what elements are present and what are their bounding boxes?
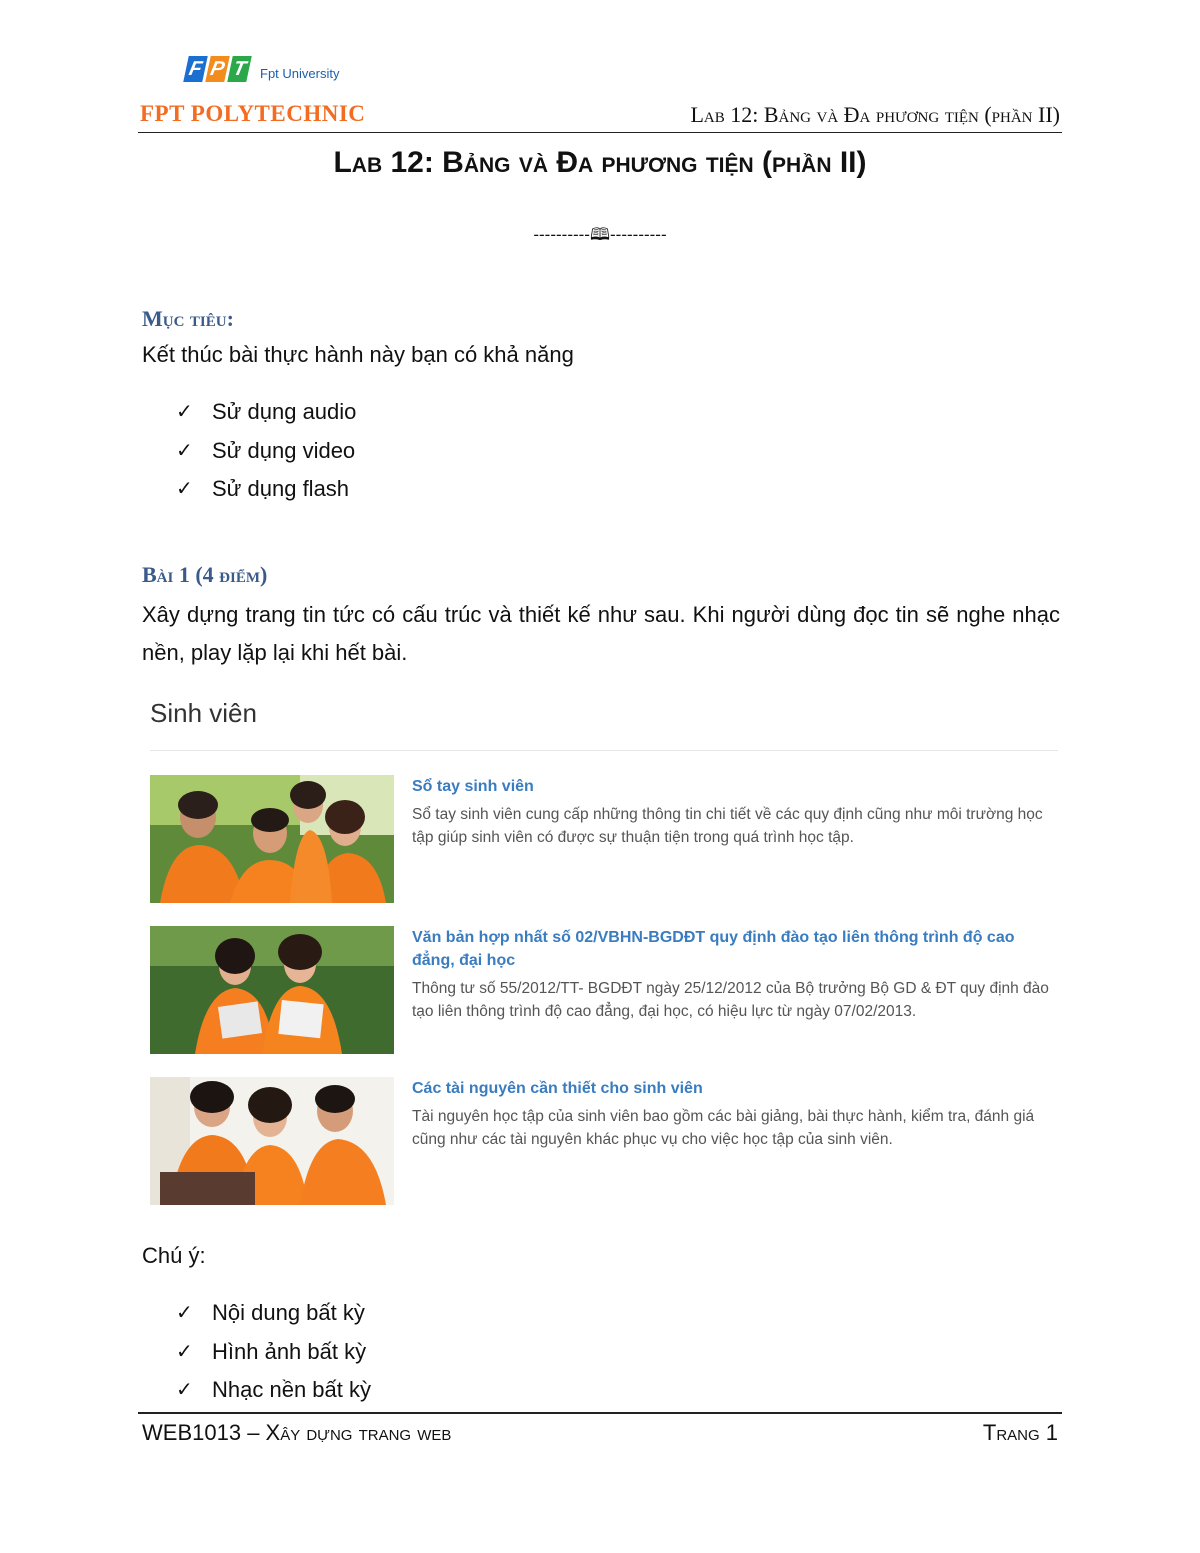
objectives-intro: Kết thúc bài thực hành này bạn có khả năng — [142, 342, 574, 367]
news-title-link[interactable]: Sổ tay sinh viên — [412, 778, 534, 795]
notes-heading: Chú ý: — [142, 1243, 206, 1268]
news-title-link[interactable]: Văn bản hợp nhất số 02/VBHN-BGDĐT quy định đào tạo liên thông trình độ cao đẳng, đại học — [412, 929, 1015, 969]
news-divider — [150, 750, 1058, 751]
checkmark-icon: ✓ — [176, 437, 193, 462]
checkmark-icon: ✓ — [176, 476, 193, 500]
objectives-heading: Mục tiêu: — [142, 306, 234, 331]
list-item: ✓ Sử dụng video — [176, 437, 356, 463]
checkmark-icon: ✓ — [176, 1300, 193, 1324]
news-description: Sổ tay sinh viên cung cấp những thông tin chi tiết về các quy định cũng như môi trường học tập giúp sinh viên có được sự thuận tiện trong quá trình học tập. — [412, 806, 1043, 846]
brand-name: FPT POLYTECHNIC — [140, 101, 366, 126]
news-item — [150, 926, 1058, 1054]
news-section-heading: Sinh viên — [150, 698, 257, 728]
title-separator: ----------🕮---------- — [533, 225, 667, 244]
news-description: Tài nguyên học tập của sinh viên bao gồm các bài giảng, bài thực hành, kiểm tra, đánh giá cũng như các tài nguyên khác phục vụ cho việc học tập của sinh viên. — [412, 1108, 1035, 1148]
fpt-logo-letters — [186, 56, 249, 82]
page-number: Trang 1 — [982, 1420, 1058, 1445]
exercise1-description: Xây dựng trang tin tức có cấu trúc và thiết kế như sau. Khi người dùng đọc tin sẽ nghe nhạc nền, play lặp lại khi hết bài. — [142, 602, 1060, 665]
list-item: ✓ Hình ảnh bất kỳ — [176, 1338, 367, 1364]
running-header-title: Lab 12: Bảng và Đa phương tiện (phần II) — [690, 102, 1060, 127]
footer-course — [142, 1420, 451, 1446]
news-item — [150, 1077, 1058, 1205]
exercise1-heading: Bài 1 (4 điểm) — [142, 562, 268, 587]
footer-divider — [138, 1412, 1062, 1414]
news-item — [150, 775, 1058, 903]
news-description: Thông tư số 55/2012/TT- BGDĐT ngày 25/12/2012 của Bộ trưởng Bộ GD & ĐT quy định đào tạo liên thông trình độ cao đẳng, đại học, có hiệu lực từ ngày 07/02/2013. — [412, 980, 1049, 1020]
header-divider — [138, 132, 1062, 133]
course-code: WEB1013 — [142, 1420, 242, 1445]
list-item: ✓ Sử dụng flash — [176, 476, 350, 501]
logo-letter-t: T — [227, 56, 252, 82]
fpt-university-logo — [186, 56, 356, 94]
logo-subtext: Fpt University — [260, 66, 340, 81]
course-name: – Xây dựng trang web — [247, 1420, 452, 1445]
page-title: Lab 12: Bảng và Đa phương tiện (phần II) — [333, 146, 867, 179]
news-text — [412, 1077, 1052, 1151]
news-text — [412, 775, 1052, 849]
logo-letter-p: P — [205, 56, 230, 82]
logo-letter-f: F — [183, 56, 208, 82]
news-thumbnail-students — [150, 775, 394, 903]
checkmark-icon: ✓ — [176, 1377, 193, 1401]
checkmark-icon: ✓ — [176, 1338, 193, 1363]
news-title-link[interactable]: Các tài nguyên cần thiết cho sinh viên — [412, 1080, 703, 1097]
checkmark-icon: ✓ — [176, 399, 193, 423]
news-thumbnail-students-laptop — [150, 1077, 394, 1205]
objectives-list — [176, 399, 356, 515]
list-item: ✓ Nhạc nền bất kỳ — [176, 1377, 371, 1402]
news-text — [412, 926, 1052, 1023]
news-thumbnail-students-books — [150, 926, 394, 1054]
list-item: ✓ Nội dung bất kỳ — [176, 1300, 365, 1325]
list-item: ✓ Sử dụng audio — [176, 399, 357, 424]
notes-list — [176, 1300, 371, 1416]
